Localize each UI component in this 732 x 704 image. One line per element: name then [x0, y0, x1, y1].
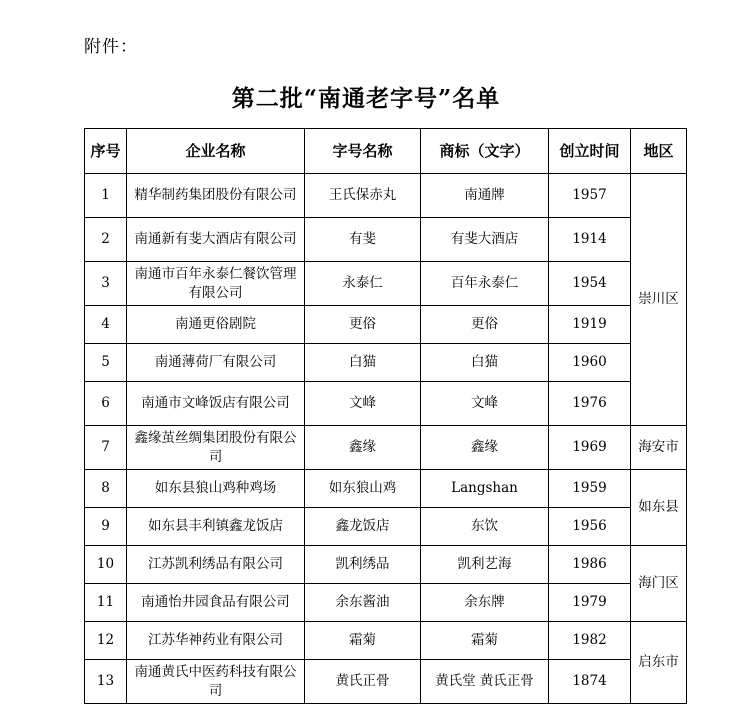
page-bottom-clip — [0, 660, 732, 668]
cell-year: 1982 — [549, 622, 631, 660]
table-row — [85, 382, 687, 426]
cell-mark: 鑫缘 — [421, 426, 549, 470]
column-header-company: 企业名称 — [127, 129, 305, 174]
cell-seq: 1 — [85, 174, 127, 218]
cell-brand: 文峰 — [305, 382, 421, 426]
column-header-year: 创立时间 — [549, 129, 631, 174]
table-row — [85, 470, 687, 508]
cell-area: 海门区 — [631, 546, 687, 622]
cell-mark: 有斐大酒店 — [421, 218, 549, 262]
cell-seq: 8 — [85, 470, 127, 508]
table-row — [85, 622, 687, 660]
cell-seq: 4 — [85, 306, 127, 344]
cell-brand: 鑫龙饭店 — [305, 508, 421, 546]
table-header-row — [85, 129, 687, 174]
cell-brand: 如东狼山鸡 — [305, 470, 421, 508]
cell-mark: 凯利艺海 — [421, 546, 549, 584]
cell-seq: 2 — [85, 218, 127, 262]
cell-area: 崇川区 — [631, 174, 687, 426]
cell-mark: 白猫 — [421, 344, 549, 382]
cell-mark: 更俗 — [421, 306, 549, 344]
cell-brand: 永泰仁 — [305, 262, 421, 306]
cell-brand: 黄氏正骨 — [305, 660, 421, 704]
cell-year: 1874 — [549, 660, 631, 704]
cell-area: 如东县 — [631, 470, 687, 546]
cell-seq: 12 — [85, 622, 127, 660]
cell-mark: 东饮 — [421, 508, 549, 546]
table-row — [85, 344, 687, 382]
table-row — [85, 546, 687, 584]
cell-area: 海安市 — [631, 426, 687, 470]
cell-brand: 鑫缘 — [305, 426, 421, 470]
cell-mark: 黄氏堂 黄氏正骨 — [421, 660, 549, 704]
cell-seq: 7 — [85, 426, 127, 470]
cell-company: 南通更俗剧院 — [127, 306, 305, 344]
attachment-label: 附件： — [84, 37, 138, 57]
cell-company: 南通市百年永泰仁餐饮管理有限公司 — [127, 262, 305, 306]
cell-seq: 6 — [85, 382, 127, 426]
cell-year: 1986 — [549, 546, 631, 584]
cell-company: 精华制药集团股份有限公司 — [127, 174, 305, 218]
table-row — [85, 306, 687, 344]
cell-mark: 南通牌 — [421, 174, 549, 218]
page-title: 第二批“南通老字号”名单 — [231, 85, 501, 112]
cell-company: 南通新有斐大酒店有限公司 — [127, 218, 305, 262]
cell-seq: 10 — [85, 546, 127, 584]
column-header-area: 地区 — [631, 129, 687, 174]
cell-seq: 13 — [85, 660, 127, 704]
cell-year: 1959 — [549, 470, 631, 508]
table-row — [85, 262, 687, 306]
cell-brand: 凯利绣品 — [305, 546, 421, 584]
column-header-brand: 字号名称 — [305, 129, 421, 174]
cell-company: 南通薄荷厂有限公司 — [127, 344, 305, 382]
cell-area: 启东市 — [631, 622, 687, 704]
cell-brand: 白猫 — [305, 344, 421, 382]
cell-company: 如东县狼山鸡种鸡场 — [127, 470, 305, 508]
cell-year: 1956 — [549, 508, 631, 546]
cell-year: 1954 — [549, 262, 631, 306]
table-row — [85, 218, 687, 262]
cell-year: 1960 — [549, 344, 631, 382]
cell-company: 江苏凯利绣品有限公司 — [127, 546, 305, 584]
laozihao-list-table — [84, 128, 687, 704]
cell-mark: 余东牌 — [421, 584, 549, 622]
cell-brand: 更俗 — [305, 306, 421, 344]
cell-year: 1914 — [549, 218, 631, 262]
cell-seq: 11 — [85, 584, 127, 622]
cell-year: 1979 — [549, 584, 631, 622]
cell-seq: 3 — [85, 262, 127, 306]
table-row — [85, 426, 687, 470]
cell-company: 江苏华神药业有限公司 — [127, 622, 305, 660]
cell-company: 如东县丰利镇鑫龙饭店 — [127, 508, 305, 546]
table-row — [85, 584, 687, 622]
cell-company: 南通市文峰饭店有限公司 — [127, 382, 305, 426]
cell-seq: 5 — [85, 344, 127, 382]
cell-brand: 余东酱油 — [305, 584, 421, 622]
cell-company: 南通黄氏中医药科技有限公司 — [127, 660, 305, 704]
cell-mark: 霜菊 — [421, 622, 549, 660]
cell-brand: 霜菊 — [305, 622, 421, 660]
cell-year: 1957 — [549, 174, 631, 218]
cell-mark: Langshan — [421, 470, 549, 508]
column-header-mark: 商标（文字） — [421, 129, 549, 174]
cell-company: 南通怡井园食品有限公司 — [127, 584, 305, 622]
column-header-seq: 序号 — [85, 129, 127, 174]
cell-brand: 王氏保赤丸 — [305, 174, 421, 218]
table-row — [85, 174, 687, 218]
cell-mark: 文峰 — [421, 382, 549, 426]
table-row — [85, 508, 687, 546]
cell-mark: 百年永泰仁 — [421, 262, 549, 306]
cell-brand: 有斐 — [305, 218, 421, 262]
cell-year: 1969 — [549, 426, 631, 470]
cell-year: 1919 — [549, 306, 631, 344]
cell-year: 1976 — [549, 382, 631, 426]
cell-seq: 9 — [85, 508, 127, 546]
cell-company: 鑫缘茧丝绸集团股份有限公司 — [127, 426, 305, 470]
